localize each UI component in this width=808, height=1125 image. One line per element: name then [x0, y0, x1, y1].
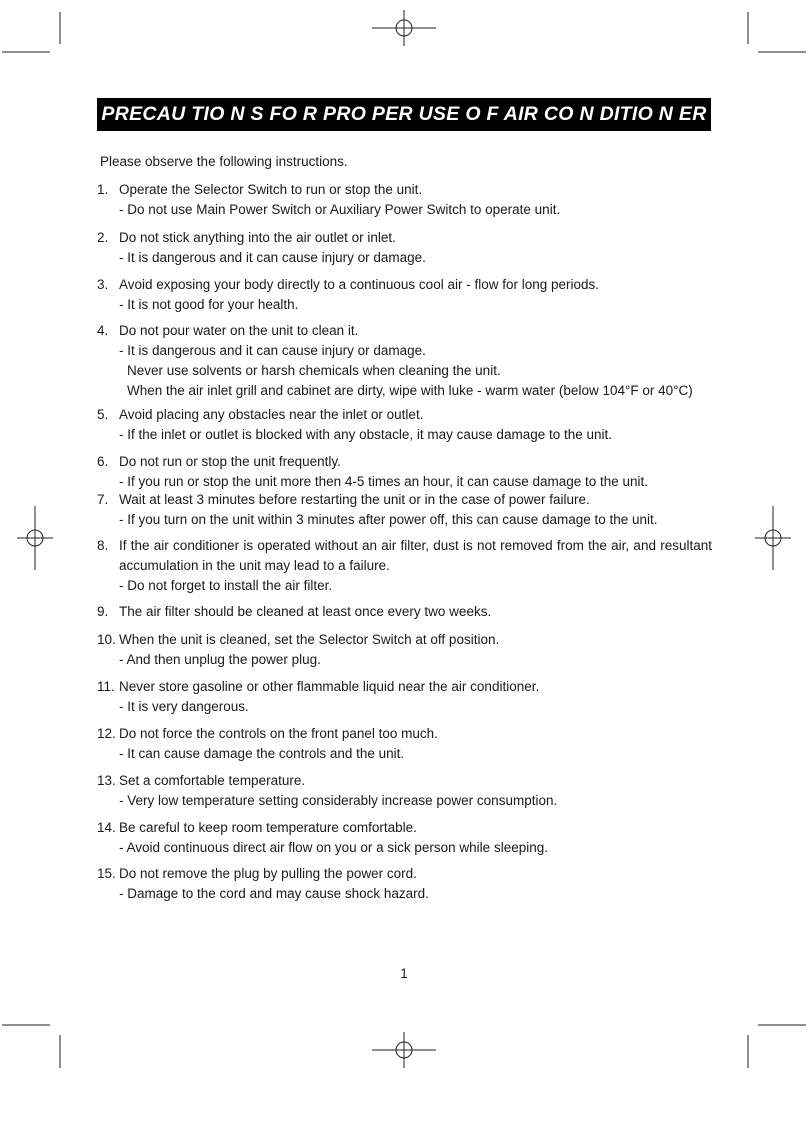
- list-item: [97, 490, 712, 530]
- title-banner: [97, 98, 711, 131]
- item-main-text: Do not force the controls on the front panel too much.: [119, 726, 438, 741]
- item-number: 3.: [97, 277, 109, 292]
- item-main-text: Wait at least 3 minutes before restarting the unit or in the case of power failure.: [119, 492, 590, 507]
- item-number: 15.: [97, 866, 116, 881]
- item-sub-text: - It is not good for your health.: [119, 297, 299, 312]
- item-number: 12.: [97, 726, 116, 741]
- list-item: [97, 321, 712, 401]
- item-sub-text: - Avoid continuous direct air flow on you or a sick person while sleeping.: [119, 840, 548, 855]
- item-main-text: Do not run or stop the unit frequently.: [119, 454, 341, 469]
- item-sub-text: Never use solvents or harsh chemicals when cleaning the unit.: [127, 363, 501, 378]
- list-item: [97, 452, 712, 492]
- item-number: 14.: [97, 820, 116, 835]
- intro-text: Please observe the following instructions.: [100, 154, 348, 169]
- item-number: 9.: [97, 604, 109, 619]
- list-item: [97, 864, 712, 904]
- item-sub-text: - If the inlet or outlet is blocked with any obstacle, it may cause damage to the unit.: [119, 427, 613, 442]
- item-main-text: The air filter should be cleaned at least once every two weeks.: [119, 604, 492, 619]
- item-number: 8.: [97, 538, 109, 553]
- list-item: [97, 536, 712, 596]
- item-main-text: Avoid exposing your body directly to a continuous cool air - flow for long periods.: [119, 277, 600, 292]
- item-sub-text: - It is dangerous and it can cause injury or damage.: [119, 250, 426, 265]
- list-item: [97, 275, 712, 315]
- list-item: [97, 724, 712, 764]
- item-number: 2.: [97, 230, 109, 245]
- list-item: [97, 677, 712, 717]
- page-number: 1: [400, 966, 408, 981]
- item-sub-text: - It can cause damage the controls and the unit.: [119, 746, 405, 761]
- item-sub-text: - It is dangerous and it can cause injury or damage.: [119, 343, 426, 358]
- item-sub-text: - It is very dangerous.: [119, 699, 249, 714]
- item-number: 13.: [97, 773, 116, 788]
- list-item: [97, 180, 712, 220]
- item-number: 10.: [97, 632, 116, 647]
- list-item: [97, 818, 712, 858]
- item-number: 5.: [97, 407, 109, 422]
- list-item: [97, 771, 712, 811]
- item-main-text: Do not pour water on the unit to clean it.: [119, 323, 359, 338]
- item-main-text: If the air conditioner is operated without an air filter, dust is not removed from the air, and resultant accumulation in the unit may lead to a failure.: [119, 538, 712, 573]
- item-main-text: Avoid placing any obstacles near the inlet or outlet.: [119, 407, 424, 422]
- item-main-text: Be careful to keep room temperature comfortable.: [119, 820, 417, 835]
- item-sub-text: - If you run or stop the unit more then 4-5 times an hour, it can cause damage to the unit.: [119, 474, 649, 489]
- item-sub-text: - Do not forget to install the air filter.: [119, 578, 333, 593]
- item-main-text: Operate the Selector Switch to run or stop the unit.: [119, 182, 423, 197]
- item-sub-text: - Damage to the cord and may cause shock hazard.: [119, 886, 429, 901]
- item-sub-text: - If you turn on the unit within 3 minutes after power off, this can cause damage to the unit.: [119, 512, 658, 527]
- item-sub-text: - Do not use Main Power Switch or Auxiliary Power Switch to operate unit.: [119, 202, 561, 217]
- list-item: [97, 630, 712, 670]
- item-sub-text: When the air inlet grill and cabinet are dirty, wipe with luke - warm water (below 104°F or 40°C): [127, 383, 693, 398]
- item-main-text: When the unit is cleaned, set the Selector Switch at off position.: [119, 632, 500, 647]
- item-number: 4.: [97, 323, 109, 338]
- page-title: PRECAU TIO N S FO R PRO PER USE O F AIR CO N DITIO N ER: [101, 103, 707, 125]
- item-main-text: Set a comfortable temperature.: [119, 773, 306, 788]
- item-main-text: Do not stick anything into the air outlet or inlet.: [119, 230, 396, 245]
- list-item: [97, 405, 712, 445]
- item-number: 1.: [97, 182, 109, 197]
- item-main-text: Never store gasoline or other flammable liquid near the air conditioner.: [119, 679, 540, 694]
- item-sub-text: - And then unplug the power plug.: [119, 652, 321, 667]
- item-number: 6.: [97, 454, 109, 469]
- item-main-text: Do not remove the plug by pulling the power cord.: [119, 866, 417, 881]
- list-item: [97, 602, 712, 622]
- item-number: 11.: [97, 679, 115, 694]
- item-number: 7.: [97, 492, 109, 507]
- item-sub-text: - Very low temperature setting considerably increase power consumption.: [119, 793, 558, 808]
- list-item: [97, 228, 712, 268]
